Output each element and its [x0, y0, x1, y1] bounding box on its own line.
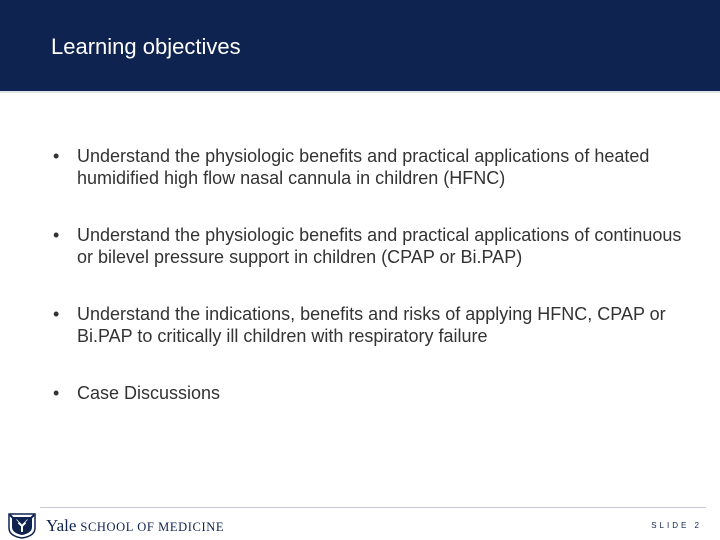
- slide-title: Learning objectives: [51, 34, 241, 59]
- bullet-icon: •: [53, 225, 60, 245]
- title-bar-divider: [0, 91, 720, 93]
- bullet-icon: •: [53, 383, 60, 403]
- logo-yale-text: Yale: [46, 516, 77, 535]
- list-item: [51, 303, 691, 347]
- list-item-text: Case Discussions: [77, 383, 221, 403]
- bullet-icon: •: [53, 304, 60, 324]
- logo-wordmark: [46, 516, 224, 536]
- slide-number: SLIDE 2: [651, 521, 702, 530]
- logo-school-text: SCHOOL OF MEDICINE: [80, 520, 225, 534]
- list-item-text: Understand the physiologic benefits and practical applications of heated humidified high flow nasal cannula in children (HFNC): [77, 146, 650, 188]
- yale-shield-icon: [8, 513, 36, 539]
- list-item-text: Understand the indications, benefits and risks of applying HFNC, CPAP or Bi.PAP to critically ill children with respiratory failure: [77, 304, 666, 346]
- list-item: [51, 382, 691, 404]
- list-item: [51, 145, 691, 189]
- footer-divider: [40, 507, 706, 508]
- objectives-list: [51, 145, 691, 439]
- list-item: [51, 224, 691, 268]
- list-item-text: Understand the physiologic benefits and practical applications of continuous or bilevel pressure support in children (CPAP or Bi.PAP): [77, 225, 682, 267]
- bullet-icon: •: [53, 146, 60, 166]
- yale-logo: [8, 512, 224, 540]
